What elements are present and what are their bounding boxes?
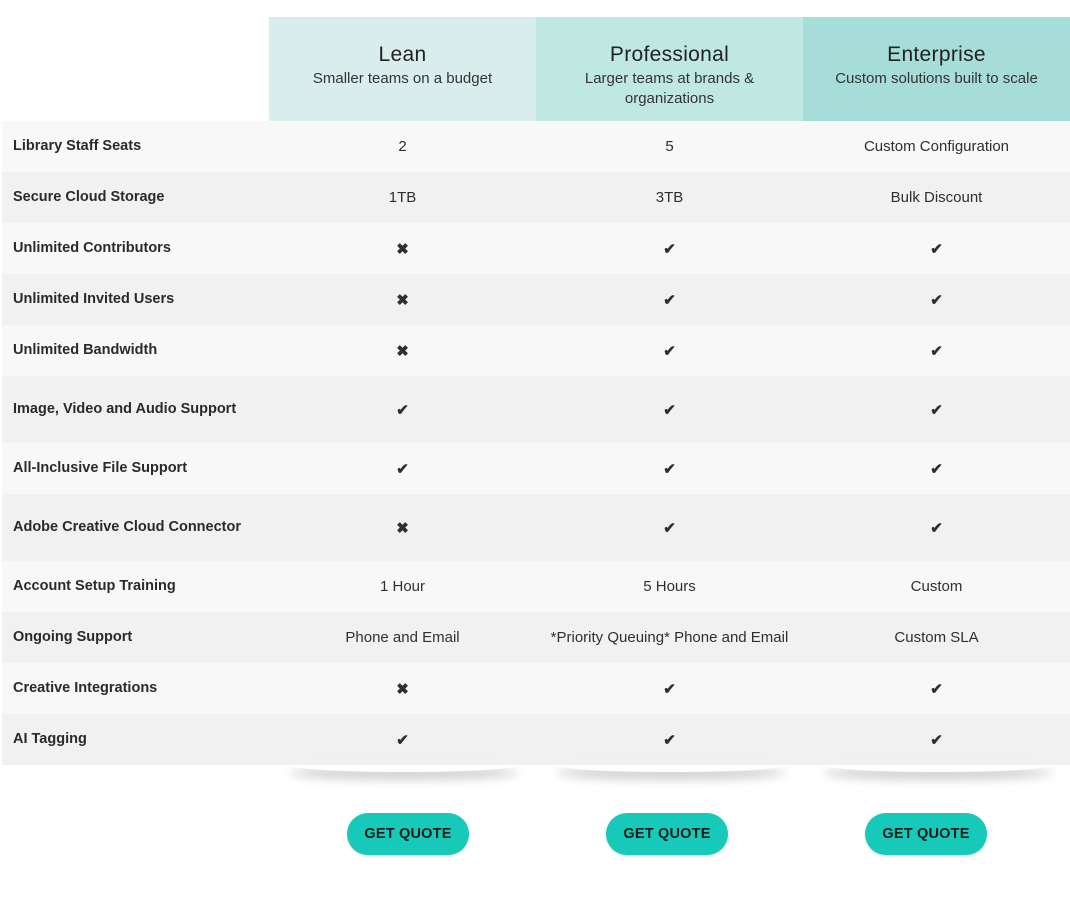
check-icon: ✔ [930, 460, 943, 478]
get-quote-button-lean[interactable]: GET QUOTE [347, 813, 469, 855]
plan-description: Larger teams at brands & organizations [584, 70, 755, 107]
cross-icon: ✖ [396, 240, 409, 258]
feature-label: Secure Cloud Storage [13, 189, 165, 205]
cross-icon: ✖ [396, 519, 409, 537]
table-cell: Custom [910, 578, 963, 595]
check-icon: ✔ [663, 342, 676, 360]
check-icon: ✔ [930, 342, 943, 360]
check-icon: ✔ [930, 680, 943, 698]
plan-header-row [2, 17, 1070, 121]
plan-description: Custom solutions built to scale [835, 70, 1038, 87]
table-row [2, 561, 1070, 612]
cross-icon: ✖ [396, 291, 409, 309]
column-shadows [269, 758, 1070, 780]
feature-label: Unlimited Invited Users [13, 291, 175, 307]
table-cell: 5 Hours [643, 578, 696, 595]
check-icon: ✔ [396, 731, 409, 749]
check-icon: ✔ [930, 401, 943, 419]
check-icon: ✔ [663, 680, 676, 698]
feature-label: Image, Video and Audio Support [13, 401, 237, 417]
table-cell: Phone and Email [345, 629, 460, 646]
check-icon: ✔ [930, 731, 943, 749]
cross-icon: ✖ [396, 680, 409, 698]
table-cell: 5 [665, 138, 674, 155]
check-icon: ✔ [930, 240, 943, 258]
column-shadow [556, 758, 786, 772]
check-icon: ✔ [663, 460, 676, 478]
table-cell: Custom Configuration [863, 138, 1010, 155]
pricing-table [2, 17, 1070, 765]
check-icon: ✔ [930, 519, 943, 537]
plan-header-lean [269, 17, 536, 121]
check-icon: ✔ [663, 519, 676, 537]
plan-description: Smaller teams on a budget [312, 70, 493, 87]
check-icon: ✔ [396, 460, 409, 478]
plan-header-professional [536, 17, 803, 121]
table-row [2, 443, 1070, 494]
plan-name: Lean [378, 43, 427, 66]
feature-label: Account Setup Training [13, 578, 176, 594]
feature-label: Unlimited Bandwidth [13, 342, 158, 358]
feature-label: All-Inclusive File Support [13, 460, 188, 476]
table-row [2, 223, 1070, 274]
check-icon: ✔ [663, 731, 676, 749]
feature-rows [2, 121, 1070, 765]
check-icon: ✔ [396, 401, 409, 419]
feature-label: Creative Integrations [13, 680, 158, 696]
table-row [2, 612, 1070, 663]
cross-icon: ✖ [396, 342, 409, 360]
header-spacer [2, 17, 269, 121]
plan-header-enterprise [803, 17, 1070, 121]
plan-name: Enterprise [887, 43, 986, 66]
check-icon: ✔ [930, 291, 943, 309]
table-row [2, 121, 1070, 172]
table-cell: Custom SLA [894, 629, 979, 646]
table-cell: 1TB [388, 189, 417, 206]
check-icon: ✔ [663, 240, 676, 258]
table-row [2, 494, 1070, 561]
get-quote-button-enterprise[interactable]: GET QUOTE [865, 813, 987, 855]
table-row [2, 172, 1070, 223]
get-quote-button-professional[interactable]: GET QUOTE [606, 813, 728, 855]
table-row [2, 663, 1070, 714]
table-row [2, 274, 1070, 325]
check-icon: ✔ [663, 401, 676, 419]
column-shadow [289, 758, 519, 772]
column-shadow [823, 758, 1053, 772]
feature-label: Adobe Creative Cloud Connector [13, 519, 241, 535]
feature-label: Ongoing Support [13, 629, 133, 645]
table-cell: Bulk Discount [890, 189, 983, 206]
check-icon: ✔ [663, 291, 676, 309]
table-cell: 2 [398, 138, 407, 155]
table-cell: *Priority Queuing* Phone and Email [550, 629, 789, 646]
plan-name: Professional [609, 43, 730, 66]
feature-label: Unlimited Contributors [13, 240, 171, 256]
table-cell: 3TB [655, 189, 684, 206]
feature-label: Library Staff Seats [13, 138, 142, 154]
feature-label: AI Tagging [13, 731, 87, 747]
table-row [2, 376, 1070, 443]
table-cell: 1 Hour [379, 578, 426, 595]
table-row [2, 325, 1070, 376]
